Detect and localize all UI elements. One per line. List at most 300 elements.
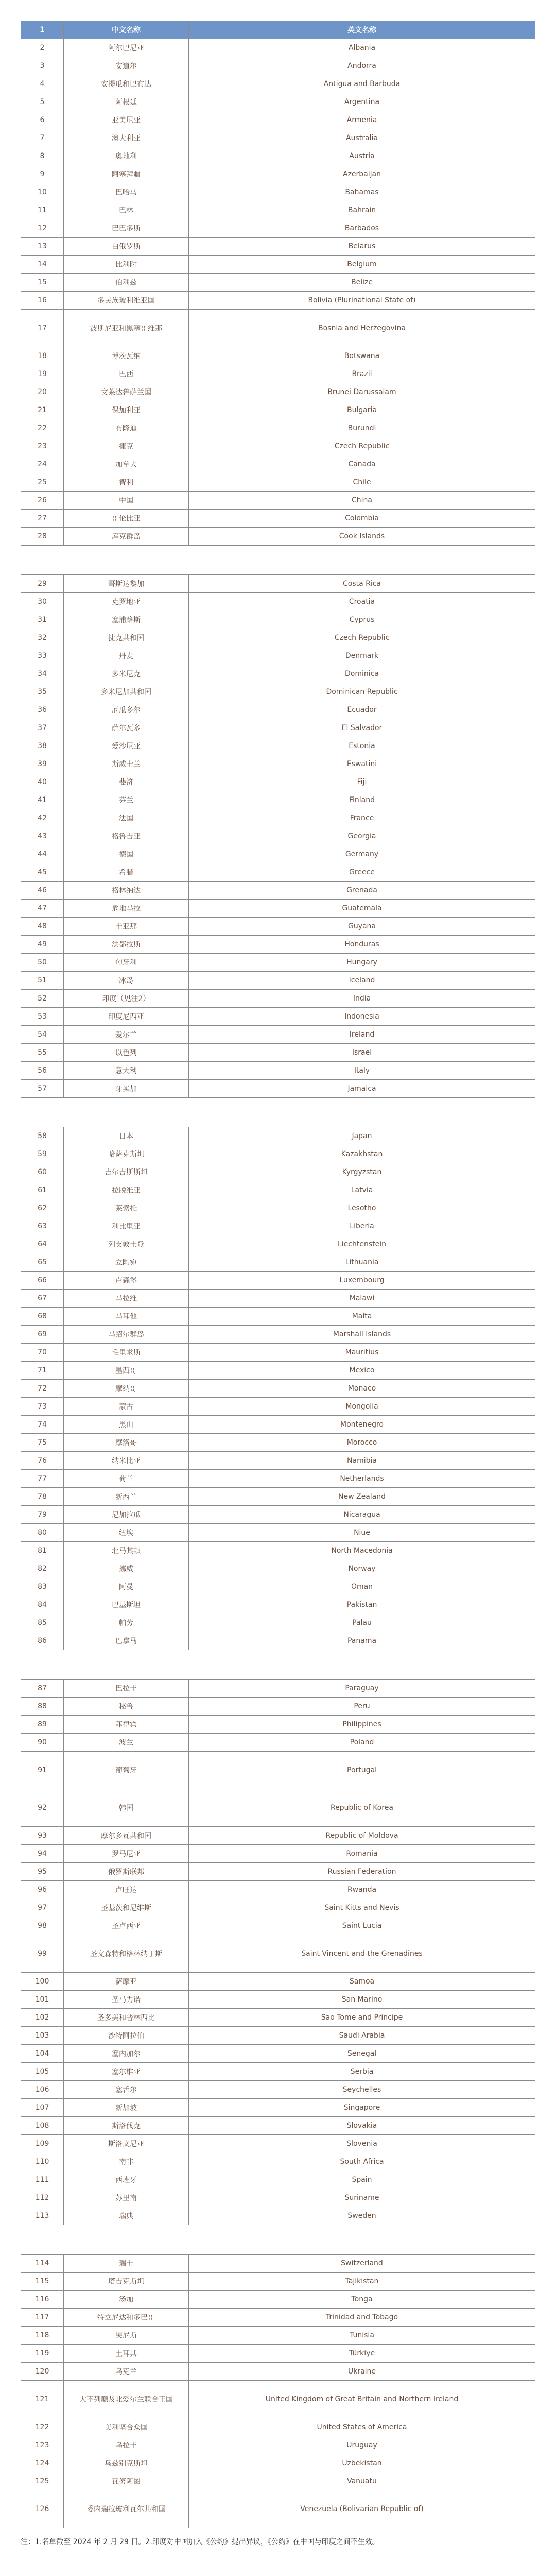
cell-en: China — [189, 492, 535, 510]
cell-en: Samoa — [189, 1973, 535, 1991]
cell-zh: 摩纳哥 — [64, 1380, 189, 1398]
table-row — [21, 401, 535, 419]
cell-zh: 苏里南 — [64, 2189, 189, 2207]
cell-zh: 圣马力诺 — [64, 1991, 189, 2009]
cell-num: 56 — [21, 1062, 64, 1080]
cell-zh: 俄罗斯联邦 — [64, 1863, 189, 1881]
cell-num: 84 — [21, 1596, 64, 1614]
cell-zh: 秘鲁 — [64, 1698, 189, 1716]
table-row — [21, 1935, 535, 1973]
cell-num: 24 — [21, 455, 64, 473]
table-row — [21, 1380, 535, 1398]
table-row — [21, 274, 535, 292]
table-row — [21, 1199, 535, 1217]
cell-en: Oman — [189, 1578, 535, 1596]
cell-en: Andorra — [189, 57, 535, 75]
cell-num: 79 — [21, 1506, 64, 1524]
cell-zh: 土耳其 — [64, 2345, 189, 2363]
cell-zh: 危地马拉 — [64, 900, 189, 918]
table-row — [21, 492, 535, 510]
table-row — [21, 1899, 535, 1917]
cell-en: Trinidad and Tobago — [189, 2309, 535, 2327]
table-row — [21, 310, 535, 347]
cell-zh: 巴巴多斯 — [64, 219, 189, 238]
cell-num: 5 — [21, 93, 64, 111]
cell-num: 102 — [21, 2009, 64, 2027]
table-row — [21, 1044, 535, 1062]
cell-num: 92 — [21, 1789, 64, 1827]
cell-en: Greece — [189, 863, 535, 882]
table-body — [21, 575, 535, 1098]
cell-en: Republic of Korea — [189, 1789, 535, 1827]
cell-num: 62 — [21, 1199, 64, 1217]
cell-num: 45 — [21, 863, 64, 882]
table-row — [21, 2081, 535, 2099]
cell-en: Azerbaijan — [189, 165, 535, 183]
cell-zh: 圣卢西亚 — [64, 1917, 189, 1935]
cell-en: Guatemala — [189, 900, 535, 918]
cell-en: Finland — [189, 791, 535, 809]
cell-en: Tunisia — [189, 2327, 535, 2345]
cell-en: Peru — [189, 1698, 535, 1716]
cell-en: Colombia — [189, 510, 535, 528]
cell-zh: 巴拉圭 — [64, 1680, 189, 1698]
cell-en: United Kingdom of Great Britain and Northern Ireland — [189, 2381, 535, 2418]
table-row — [21, 219, 535, 238]
cell-num: 2 — [21, 39, 64, 57]
cell-zh: 文莱达鲁萨兰国 — [64, 383, 189, 401]
table-row — [21, 510, 535, 528]
cell-num: 122 — [21, 2418, 64, 2436]
cell-en: Venezuela (Bolivarian Republic of) — [189, 2490, 535, 2528]
cell-zh: 列支敦士登 — [64, 1235, 189, 1253]
cell-num: 14 — [21, 256, 64, 274]
table-row — [21, 365, 535, 383]
cell-zh: 亚美尼亚 — [64, 111, 189, 129]
cell-en: Cook Islands — [189, 528, 535, 546]
cell-num: 123 — [21, 2436, 64, 2454]
cell-en: Fiji — [189, 773, 535, 791]
cell-num: 3 — [21, 57, 64, 75]
cell-num: 108 — [21, 2117, 64, 2135]
cell-zh: 马耳他 — [64, 1308, 189, 1326]
cell-en: Paraguay — [189, 1680, 535, 1698]
cell-en: Luxembourg — [189, 1272, 535, 1290]
cell-num: 22 — [21, 419, 64, 437]
table-row — [21, 75, 535, 93]
cell-num: 37 — [21, 719, 64, 737]
cell-num: 49 — [21, 936, 64, 954]
table-row — [21, 473, 535, 492]
cell-zh: 捷克共和国 — [64, 629, 189, 647]
cell-num: 87 — [21, 1680, 64, 1698]
cell-zh: 厄瓜多尔 — [64, 701, 189, 719]
cell-en: Indonesia — [189, 1008, 535, 1026]
table-row — [21, 719, 535, 737]
table-row — [21, 437, 535, 455]
cell-zh: 斯洛文尼亚 — [64, 2135, 189, 2153]
table-row — [21, 1680, 535, 1698]
cell-num: 82 — [21, 1560, 64, 1578]
cell-num: 104 — [21, 2045, 64, 2063]
cell-en: Serbia — [189, 2063, 535, 2081]
table-row — [21, 1362, 535, 1380]
cell-num: 120 — [21, 2363, 64, 2381]
cell-en: Marshall Islands — [189, 1326, 535, 1344]
cell-zh: 塞内加尔 — [64, 2045, 189, 2063]
cell-num: 58 — [21, 1127, 64, 1145]
cell-en: Armenia — [189, 111, 535, 129]
cell-num: 16 — [21, 292, 64, 310]
cell-en: Barbados — [189, 219, 535, 238]
cell-en: Norway — [189, 1560, 535, 1578]
table-row — [21, 2255, 535, 2273]
cell-en: Bahrain — [189, 201, 535, 219]
cell-en: Niue — [189, 1524, 535, 1542]
table-row — [21, 809, 535, 827]
cell-en: Jamaica — [189, 1080, 535, 1098]
cell-en: Vanuatu — [189, 2472, 535, 2490]
cell-num: 64 — [21, 1235, 64, 1253]
cell-zh: 挪威 — [64, 1560, 189, 1578]
table-row — [21, 111, 535, 129]
cell-en: Lithuania — [189, 1253, 535, 1272]
cell-en: Mauritius — [189, 1344, 535, 1362]
table-row — [21, 1827, 535, 1845]
cell-num: 65 — [21, 1253, 64, 1272]
table-row — [21, 1614, 535, 1632]
cell-num: 32 — [21, 629, 64, 647]
cell-en: Ireland — [189, 1026, 535, 1044]
cell-num: 116 — [21, 2291, 64, 2309]
cell-zh: 阿塞拜疆 — [64, 165, 189, 183]
cell-en: Israel — [189, 1044, 535, 1062]
table-row — [21, 954, 535, 972]
cell-num: 51 — [21, 972, 64, 990]
cell-num: 35 — [21, 683, 64, 701]
cell-num: 114 — [21, 2255, 64, 2273]
table-row — [21, 1217, 535, 1235]
cell-zh: 墨西哥 — [64, 1362, 189, 1380]
cell-en: Tonga — [189, 2291, 535, 2309]
table-row — [21, 593, 535, 611]
cell-zh: 立陶宛 — [64, 1253, 189, 1272]
table-row — [21, 2436, 535, 2454]
cell-en: France — [189, 809, 535, 827]
cell-num: 76 — [21, 1452, 64, 1470]
cell-zh: 萨摩亚 — [64, 1973, 189, 1991]
cell-en: North Macedonia — [189, 1542, 535, 1560]
cell-zh: 巴西 — [64, 365, 189, 383]
cell-en: Malta — [189, 1308, 535, 1326]
cell-zh: 西班牙 — [64, 2171, 189, 2189]
table-row — [21, 611, 535, 629]
cell-zh: 阿尔巴尼亚 — [64, 39, 189, 57]
cell-zh: 尼加拉瓜 — [64, 1506, 189, 1524]
cell-zh: 摩尔多瓦共和国 — [64, 1827, 189, 1845]
cell-en: Namibia — [189, 1452, 535, 1470]
cell-en: Republic of Moldova — [189, 1827, 535, 1845]
cell-num: 95 — [21, 1863, 64, 1881]
cell-num: 26 — [21, 492, 64, 510]
cell-en: Estonia — [189, 737, 535, 755]
table-row — [21, 2027, 535, 2045]
table-row — [21, 2291, 535, 2309]
cell-en: Cyprus — [189, 611, 535, 629]
cell-en: Bahamas — [189, 183, 535, 201]
cell-num: 96 — [21, 1881, 64, 1899]
cell-zh: 塞浦路斯 — [64, 611, 189, 629]
cell-zh: 法国 — [64, 809, 189, 827]
cell-en: Belgium — [189, 256, 535, 274]
cell-zh: 韩国 — [64, 1789, 189, 1827]
cell-num: 17 — [21, 310, 64, 347]
country-table-part-1 — [21, 21, 535, 546]
cell-zh: 多民族玻利维亚国 — [64, 292, 189, 310]
cell-zh: 冰岛 — [64, 972, 189, 990]
cell-en: Hungary — [189, 954, 535, 972]
table-row — [21, 918, 535, 936]
table-row — [21, 575, 535, 593]
cell-num: 89 — [21, 1716, 64, 1734]
table-row — [21, 755, 535, 773]
cell-zh: 纳米比亚 — [64, 1452, 189, 1470]
cell-en: Guyana — [189, 918, 535, 936]
cell-num: 72 — [21, 1380, 64, 1398]
cell-en: Panama — [189, 1632, 535, 1650]
cell-en: Czech Republic — [189, 437, 535, 455]
table-row — [21, 2135, 535, 2153]
table-row — [21, 1560, 535, 1578]
cell-en: Bolivia (Plurinational State of) — [189, 292, 535, 310]
cell-zh: 牙买加 — [64, 1080, 189, 1098]
cell-zh: 斐济 — [64, 773, 189, 791]
cell-num: 4 — [21, 75, 64, 93]
cell-zh: 新加坡 — [64, 2099, 189, 2117]
cell-zh: 塞舌尔 — [64, 2081, 189, 2099]
cell-en: Denmark — [189, 647, 535, 665]
cell-en: Georgia — [189, 827, 535, 845]
table-row — [21, 1398, 535, 1416]
table-row — [21, 845, 535, 863]
cell-num: 44 — [21, 845, 64, 863]
cell-en: Nicaragua — [189, 1506, 535, 1524]
cell-zh: 蒙古 — [64, 1398, 189, 1416]
cell-en: Grenada — [189, 882, 535, 900]
cell-zh: 日本 — [64, 1127, 189, 1145]
table-row — [21, 990, 535, 1008]
cell-num: 59 — [21, 1145, 64, 1163]
cell-en: Iceland — [189, 972, 535, 990]
cell-en: Australia — [189, 129, 535, 147]
cell-num: 28 — [21, 528, 64, 546]
cell-num: 118 — [21, 2327, 64, 2345]
cell-num: 101 — [21, 1991, 64, 2009]
cell-en: Senegal — [189, 2045, 535, 2063]
cell-en: Brazil — [189, 365, 535, 383]
table-row — [21, 1789, 535, 1827]
cell-num: 38 — [21, 737, 64, 755]
table-row — [21, 2045, 535, 2063]
cell-zh: 洪都拉斯 — [64, 936, 189, 954]
cell-zh: 沙特阿拉伯 — [64, 2027, 189, 2045]
cell-en: Liechtenstein — [189, 1235, 535, 1253]
cell-num: 60 — [21, 1163, 64, 1181]
cell-en: Germany — [189, 845, 535, 863]
cell-zh: 乌兹别克斯坦 — [64, 2454, 189, 2472]
table-row — [21, 1127, 535, 1145]
cell-zh: 莱索托 — [64, 1199, 189, 1217]
cell-en: United States of America — [189, 2418, 535, 2436]
table-row — [21, 419, 535, 437]
cell-num: 36 — [21, 701, 64, 719]
cell-en: Netherlands — [189, 1470, 535, 1488]
table-row — [21, 1434, 535, 1452]
cell-num: 119 — [21, 2345, 64, 2363]
table-row — [21, 183, 535, 201]
cell-num: 67 — [21, 1290, 64, 1308]
cell-num: 91 — [21, 1752, 64, 1789]
cell-num: 107 — [21, 2099, 64, 2117]
countries-sheet — [21, 21, 535, 2548]
cell-zh: 斯洛伐克 — [64, 2117, 189, 2135]
cell-num: 117 — [21, 2309, 64, 2327]
cell-num: 61 — [21, 1181, 64, 1199]
cell-en: San Marino — [189, 1991, 535, 2009]
cell-zh: 保加利亚 — [64, 401, 189, 419]
cell-zh: 摩洛哥 — [64, 1434, 189, 1452]
cell-zh: 斯威士兰 — [64, 755, 189, 773]
cell-zh: 圣文森特和格林纳丁斯 — [64, 1935, 189, 1973]
cell-zh: 博茨瓦纳 — [64, 347, 189, 365]
cell-num: 85 — [21, 1614, 64, 1632]
cell-en: Montenegro — [189, 1416, 535, 1434]
cell-zh: 马拉维 — [64, 1290, 189, 1308]
cell-zh: 荷兰 — [64, 1470, 189, 1488]
cell-en: Uruguay — [189, 2436, 535, 2454]
cell-num: 53 — [21, 1008, 64, 1026]
table-row — [21, 701, 535, 719]
cell-en: Mongolia — [189, 1398, 535, 1416]
cell-zh: 哥斯达黎加 — [64, 575, 189, 593]
cell-num: 73 — [21, 1398, 64, 1416]
table-row — [21, 900, 535, 918]
table-row — [21, 57, 535, 75]
table-row — [21, 863, 535, 882]
table-row — [21, 2472, 535, 2490]
cell-zh: 帕劳 — [64, 1614, 189, 1632]
cell-zh: 德国 — [64, 845, 189, 863]
cell-num: 29 — [21, 575, 64, 593]
cell-zh: 爱沙尼亚 — [64, 737, 189, 755]
cell-zh: 葡萄牙 — [64, 1752, 189, 1789]
cell-num: 103 — [21, 2027, 64, 2045]
cell-zh: 智利 — [64, 473, 189, 492]
cell-num: 12 — [21, 219, 64, 238]
table-row — [21, 238, 535, 256]
cell-zh: 卢森堡 — [64, 1272, 189, 1290]
table-row — [21, 2009, 535, 2027]
cell-en: Burundi — [189, 419, 535, 437]
table-row — [21, 936, 535, 954]
cell-en: Italy — [189, 1062, 535, 1080]
table-row — [21, 165, 535, 183]
cell-zh: 毛里求斯 — [64, 1344, 189, 1362]
cell-en: Chile — [189, 473, 535, 492]
cell-en: Honduras — [189, 936, 535, 954]
cell-zh: 巴哈马 — [64, 183, 189, 201]
cell-num: 15 — [21, 274, 64, 292]
table-body — [21, 1127, 535, 1650]
cell-zh: 波兰 — [64, 1734, 189, 1752]
cell-num: 48 — [21, 918, 64, 936]
cell-en: Singapore — [189, 2099, 535, 2117]
table-row — [21, 737, 535, 755]
table-row — [21, 455, 535, 473]
cell-en: Tajikistan — [189, 2273, 535, 2291]
table-row — [21, 647, 535, 665]
table-row — [21, 2273, 535, 2291]
cell-num: 57 — [21, 1080, 64, 1098]
cell-num: 55 — [21, 1044, 64, 1062]
cell-num: 100 — [21, 1973, 64, 1991]
cell-num: 81 — [21, 1542, 64, 1560]
cell-num: 63 — [21, 1217, 64, 1235]
cell-num: 25 — [21, 473, 64, 492]
table-row — [21, 1235, 535, 1253]
cell-en: Croatia — [189, 593, 535, 611]
cell-num: 33 — [21, 647, 64, 665]
table-body — [21, 39, 535, 546]
header-zh: 中文名称 — [64, 21, 189, 39]
cell-zh: 巴拿马 — [64, 1632, 189, 1650]
table-row — [21, 1181, 535, 1199]
cell-zh: 希腊 — [64, 863, 189, 882]
table-row — [21, 1734, 535, 1752]
cell-zh: 卢旺达 — [64, 1881, 189, 1899]
cell-en: Sao Tome and Principe — [189, 2009, 535, 2027]
cell-en: Austria — [189, 147, 535, 165]
table-row — [21, 1452, 535, 1470]
cell-num: 77 — [21, 1470, 64, 1488]
cell-zh: 格鲁吉亚 — [64, 827, 189, 845]
table-row — [21, 1991, 535, 2009]
cell-zh: 塞尔维亚 — [64, 2063, 189, 2081]
cell-en: Liberia — [189, 1217, 535, 1235]
cell-en: Eswatini — [189, 755, 535, 773]
cell-num: 97 — [21, 1899, 64, 1917]
cell-zh: 拉脱维亚 — [64, 1181, 189, 1199]
cell-zh: 美利坚合众国 — [64, 2418, 189, 2436]
cell-num: 78 — [21, 1488, 64, 1506]
table-row — [21, 2153, 535, 2171]
cell-en: Argentina — [189, 93, 535, 111]
cell-zh: 巴基斯坦 — [64, 1596, 189, 1614]
cell-zh: 白俄罗斯 — [64, 238, 189, 256]
cell-zh: 多米尼克 — [64, 665, 189, 683]
cell-zh: 利比里亚 — [64, 1217, 189, 1235]
cell-num: 106 — [21, 2081, 64, 2099]
table-row — [21, 882, 535, 900]
cell-zh: 哥伦比亚 — [64, 510, 189, 528]
cell-zh: 爱尔兰 — [64, 1026, 189, 1044]
table-row — [21, 1973, 535, 1991]
cell-num: 40 — [21, 773, 64, 791]
cell-en: Brunei Darussalam — [189, 383, 535, 401]
country-table-part-4 — [21, 1679, 535, 2225]
table-row — [21, 1253, 535, 1272]
cell-en: Belarus — [189, 238, 535, 256]
